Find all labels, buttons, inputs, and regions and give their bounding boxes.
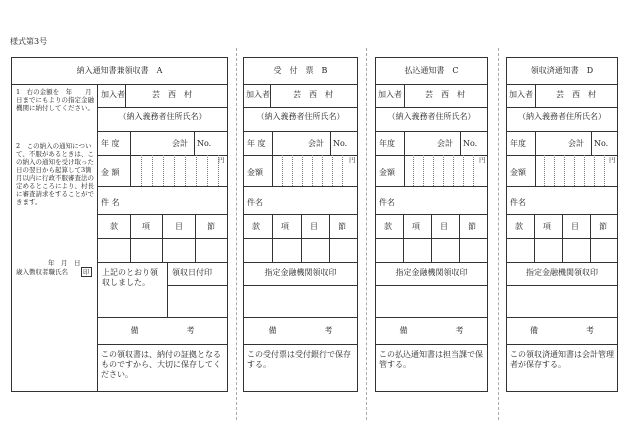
slip-b-note: この受付票は受付銀行で保存する。 xyxy=(247,350,351,369)
slip-b-payer-value: 芸 西 村 xyxy=(293,90,333,99)
form-number: 様式第3号 xyxy=(10,37,48,46)
slip-d-item-label: 件名 xyxy=(510,198,526,207)
slip-d-account-label: 会計 xyxy=(568,139,584,148)
slip-b-stamp-label: 指定金融機関領収印 xyxy=(264,268,337,277)
slip-b-account-label: 会計 xyxy=(308,139,324,148)
slip-c-item-label: 件名 xyxy=(379,198,395,207)
slip-c-stamp-label: 指定金融機関領収印 xyxy=(395,268,468,277)
slip-a-kan: 款 xyxy=(110,222,118,231)
slip-c-yen: 円 xyxy=(479,156,486,164)
slip-a-item-label: 件 名 xyxy=(101,198,120,207)
slip-a-account-label: 会計 xyxy=(172,139,188,148)
slip-d-no-label: No. xyxy=(594,139,609,148)
slip-d-yen: 円 xyxy=(609,156,616,164)
slip-a-note: この領収書は、納付の証拠となるものですから、大切に保存してください。 xyxy=(101,350,221,379)
slip-d-moku: 目 xyxy=(571,222,579,231)
slip-d-payer-value: 芸 西 村 xyxy=(556,90,596,99)
slip-c-title: 払込通知書 C xyxy=(404,66,459,75)
slip-d-kou: 項 xyxy=(543,222,551,231)
slip-b-no-label: No. xyxy=(333,139,348,148)
slip-b-note-label: 備 考 xyxy=(268,326,333,335)
slip-c-note: この払込通知書は担当課で保管する。 xyxy=(379,350,483,369)
slip-a-payer-value: 芸 西 村 xyxy=(152,90,192,99)
collector-name-label: 歳入徴収者職氏名 xyxy=(16,268,68,276)
receipt-confirmation: 上記のとおり領収しました。 xyxy=(102,268,158,287)
issue-date: 年 月 日 xyxy=(48,259,81,267)
slip-b-address: （納入義務者住所氏名） xyxy=(256,112,345,121)
slip-a-yen: 円 xyxy=(218,156,225,164)
slip-c-setsu: 節 xyxy=(468,222,476,231)
slip-b-kan: 款 xyxy=(252,222,260,231)
slip-d-kan: 款 xyxy=(515,222,523,231)
slip-a-moku: 目 xyxy=(175,222,183,231)
slip-c-account-label: 会計 xyxy=(437,139,453,148)
slip-a-no-label: No. xyxy=(197,139,212,148)
receipt-date-stamp: 領収日付印 xyxy=(172,268,212,277)
separator-cd xyxy=(498,48,499,420)
slip-c-moku: 目 xyxy=(440,222,448,231)
slip-b-yen: 円 xyxy=(349,156,356,164)
slip-a-setsu: 節 xyxy=(207,222,215,231)
slip-c-amount-label: 金額 xyxy=(379,168,395,177)
separator-ab xyxy=(236,48,237,420)
slip-b-item-label: 件名 xyxy=(247,198,263,207)
slip-c-no-label: No. xyxy=(463,139,478,148)
slip-c-year-label: 年度 xyxy=(379,139,395,148)
slip-d-title: 領収済通知書 D xyxy=(530,66,594,75)
slip-d-year-label: 年度 xyxy=(510,139,526,148)
slip-c-payer-label: 加入者 xyxy=(378,90,402,99)
appeal-notice: 2 この納入の通知について、不服があるときは、この納入の通知を受け取った日の翌日から起算して3箇月以内に行政不服審査法の定めるところにより、村長に審査請求をすることができます。 xyxy=(16,142,94,206)
seal-mark: 印 xyxy=(83,268,90,276)
slip-a-amount-label: 金 額 xyxy=(101,168,120,177)
slip-c-kou: 項 xyxy=(412,222,420,231)
slip-d-setsu: 節 xyxy=(599,222,607,231)
slip-b-year-label: 年 度 xyxy=(247,139,266,148)
slip-d-note-label: 備 考 xyxy=(530,326,594,335)
slip-b-payer-label: 加入者 xyxy=(246,90,270,99)
slip-c-address: （納入義務者住所氏名） xyxy=(387,112,476,121)
slip-d-note: この領収済通知書は会計管理者が保存する。 xyxy=(510,350,614,369)
slip-a-year-label: 年 度 xyxy=(101,139,120,148)
slip-b-kou: 項 xyxy=(281,222,289,231)
slip-d-stamp-label: 指定金融機関領収印 xyxy=(526,268,598,277)
separator-bc xyxy=(366,48,367,420)
slip-b-setsu: 節 xyxy=(338,222,346,231)
slip-a-note-label: 備 考 xyxy=(130,326,195,335)
slip-a-title: 納入通知書兼領収書 A xyxy=(76,66,163,75)
payment-instruction: 1 右の金額を 年 月 日までにもよりの指定金融機関に納付してください。 xyxy=(16,88,99,112)
slip-a-kou: 項 xyxy=(142,222,150,231)
slip-c-kan: 款 xyxy=(384,222,392,231)
slip-d-amount-label: 金額 xyxy=(510,168,526,177)
slip-c-note-label: 備 考 xyxy=(399,326,464,335)
slip-d-address: （納入義務者住所氏名） xyxy=(518,112,606,121)
slip-d-payer-label: 加入者 xyxy=(509,90,533,99)
slip-a-payer-label: 加入者 xyxy=(101,90,125,99)
slip-a-address: （納入義務者住所氏名） xyxy=(118,112,207,121)
slip-b-moku: 目 xyxy=(310,222,318,231)
slip-b-title: 受 付 票 B xyxy=(273,66,328,75)
slip-b-amount-label: 金額 xyxy=(247,168,263,177)
slip-c-payer-value: 芸 西 村 xyxy=(425,90,465,99)
